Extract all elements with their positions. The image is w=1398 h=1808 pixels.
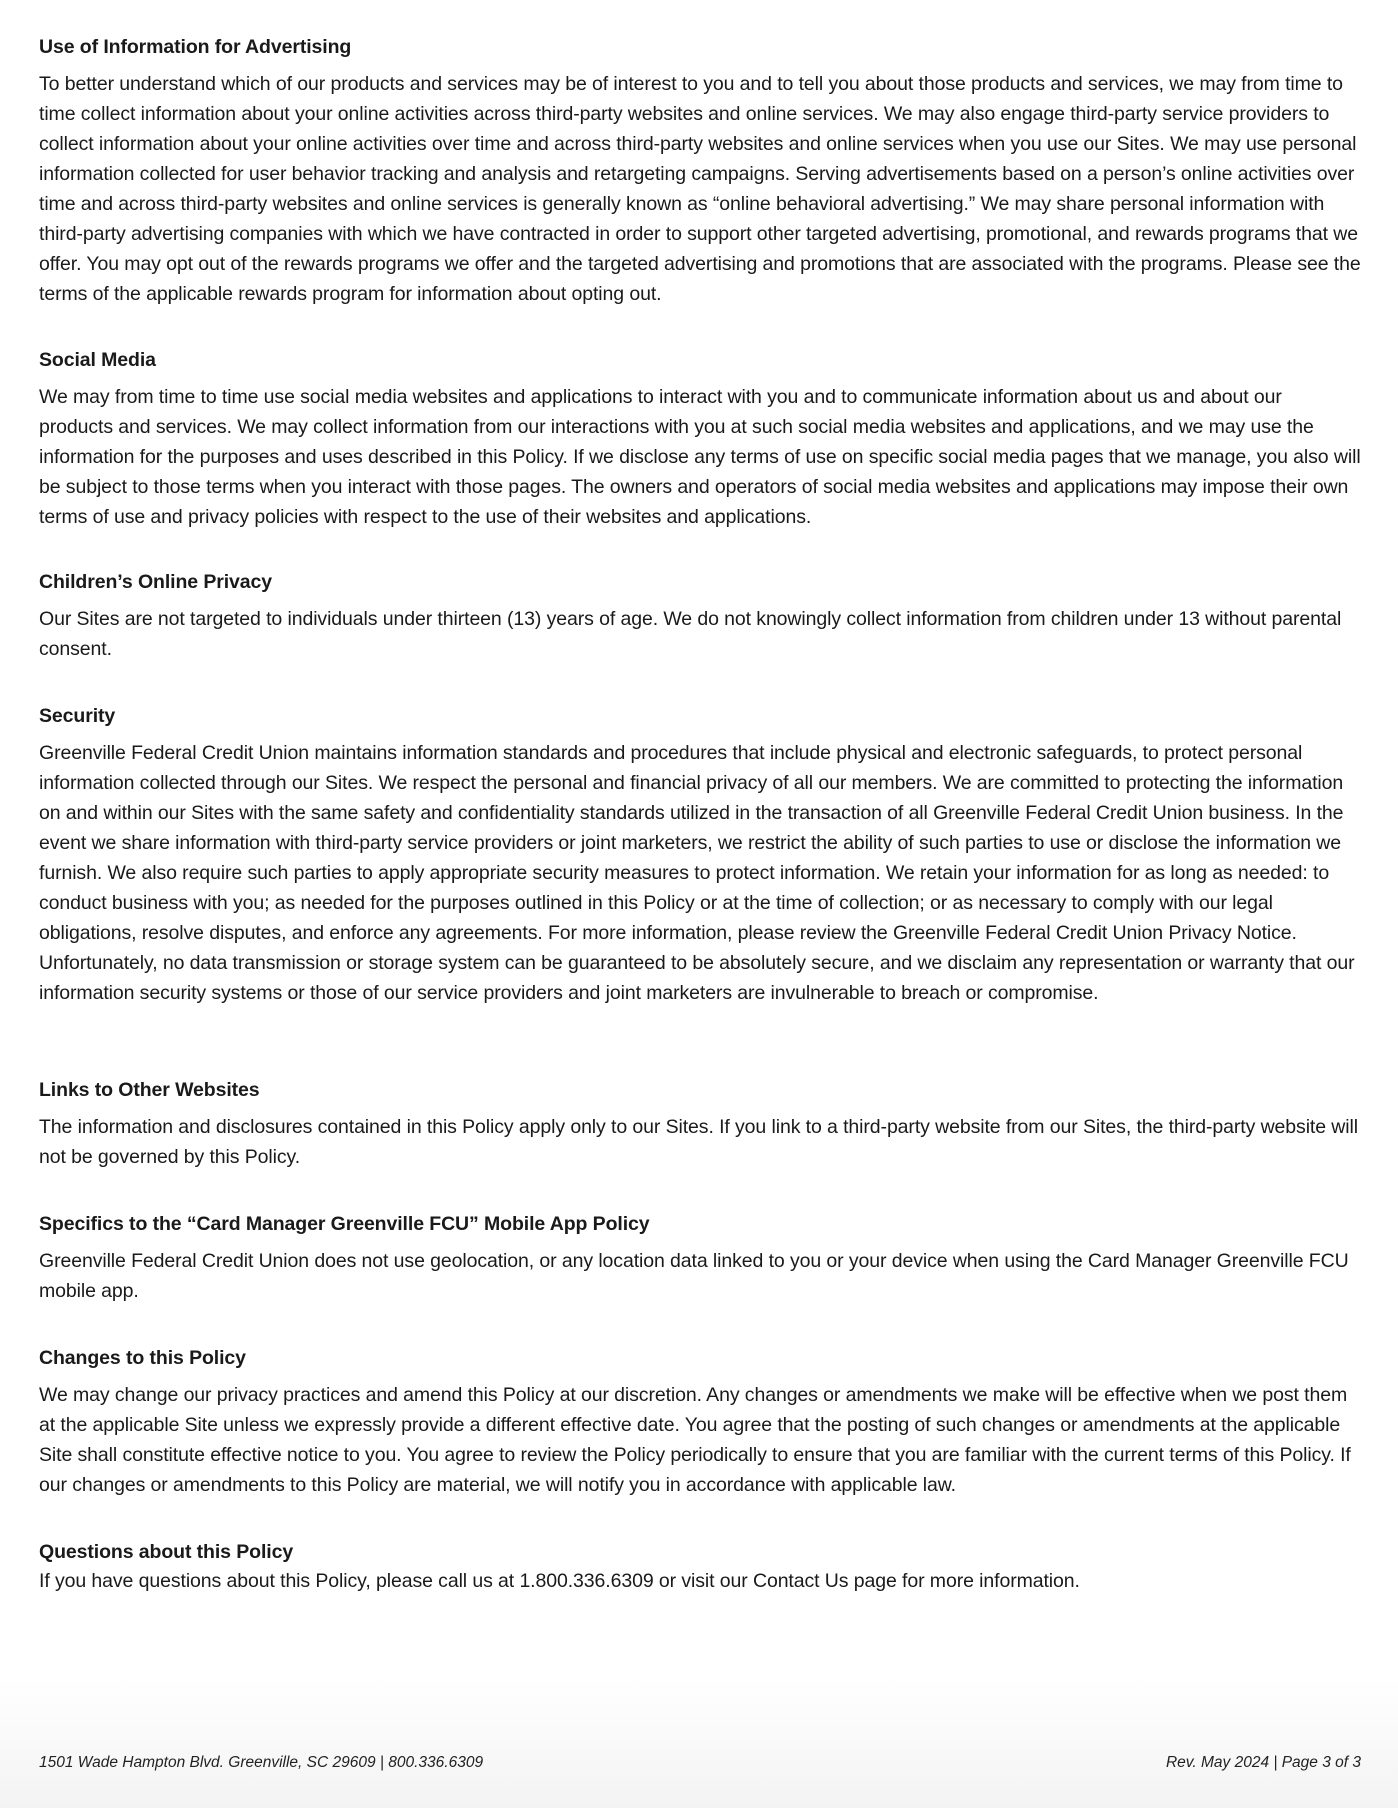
section-body: Greenville Federal Credit Union does not use geolocation, or any location data linked to you or your device when using the Card Manager Greenville FCU mobile app. [39,1250,1349,1302]
section-heading: Social Media [39,349,156,371]
section-heading: Security [39,705,116,727]
section-childrens-privacy [39,569,1361,664]
section-body: Greenville Federal Credit Union maintains information standards and procedures that include physical and electronic safeguards, to protect personal information collected through our Sites. We respect the personal and financial privacy of all our members. We are committed to protecting the information on and within our Sites with the same safety and confidentiality standards utilized in the transaction of all Greenville Federal Credit Union business. In the event we share information with third-party service providers or joint marketers, we restrict the ability of such parties to use or disclose the information we furnish. We also require such parties to apply appropriate security measures to protect information. We retain your information for as long as needed: to conduct business with you; as needed for the purposes outlined in this Policy or at the time of collection; or as necessary to comply with our legal obligations, resolve disputes, and enforce any agreements. For more information, please review the Greenville Federal Credit Union Privacy Notice. Unfortunately, no data transmission or storage system can be guaranteed to be absolutely secure, and we disclaim any representation or warranty that our information security systems or those of our service providers and joint marketers are invulnerable to breach or compromise. [39,742,1355,1004]
section-body: The information and disclosures contained in this Policy apply only to our Sites. If you link to a third-party website from our Sites, the third-party website will not be governed by this Policy. [39,1116,1358,1168]
footer-address: 1501 Wade Hampton Blvd. Greenville, SC 29609 | 800.336.6309 [39,1754,484,1771]
section-security [39,703,1361,1008]
section-social-media [39,347,1361,532]
section-heading: Use of Information for Advertising [39,36,352,58]
section-questions [39,1539,1361,1596]
section-body: We may change our privacy practices and amend this Policy at our discretion. Any changes or amendments we make will be effective when we post them at the applicable Site unless we expressly provide a different effective date. You agree that the posting of such changes or amendments at the applicable Site shall constitute effective notice to you. You agree to review the Policy periodically to ensure that you are familiar with the current terms of this Policy. If our changes or amendments to this Policy are material, we will notify you in accordance with applicable law. [39,1384,1351,1496]
section-advertising [39,34,1361,309]
section-body: We may from time to time use social media websites and applications to interact with you and to communicate information about us and about our products and services. We may collect information from our interactions with you at such social media websites and applications, and we may use the information for the purposes and uses described in this Policy. If we disclose any terms of use on specific social media pages that we manage, you also will be subject to those terms when you interact with those pages. The owners and operators of social media websites and applications may impose their own terms of use and privacy policies with respect to the use of their websites and applications. [39,386,1361,528]
section-heading: Questions about this Policy [39,1541,294,1563]
section-changes-policy [39,1345,1361,1500]
section-body: To better understand which of our products and services may be of interest to you and to tell you about those products and services, we may from time to time collect information about your online activities across third-party websites and online services. We may also engage third-party service providers to collect information about your online activities over time and across third-party websites and online services when you use our Sites. We may use personal information collected for user behavior tracking and analysis and retargeting campaigns. Serving advertisements based on a person’s online activities over time and across third-party websites and online services is generally known as “online behavioral advertising.” We may share personal information with third-party advertising companies with which we have contracted in order to support other targeted advertising, promotional, and rewards programs that we offer. You may opt out of the rewards programs we offer and the targeted advertising and promotions that are associated with the programs. Please see the terms of the applicable rewards program for information about opting out. [39,73,1361,305]
section-body: If you have questions about this Policy, please call us at 1.800.336.6309 or visit our Contact Us page for more information. [39,1570,1080,1592]
section-mobile-app-policy [39,1211,1361,1306]
section-heading: Links to Other Websites [39,1079,260,1101]
section-heading: Changes to this Policy [39,1347,246,1369]
section-body: Our Sites are not targeted to individuals under thirteen (13) years of age. We do not knowingly collect information from children under 13 without parental consent. [39,608,1342,660]
footer-revision: Rev. May 2024 | Page 3 of 3 [1165,1754,1361,1771]
page-footer [39,1754,1361,1772]
section-links-other-websites [39,1077,1361,1172]
section-heading: Children’s Online Privacy [39,571,273,593]
footer-shade [0,1678,1398,1808]
section-heading: Specifics to the “Card Manager Greenville FCU” Mobile App Policy [39,1213,650,1235]
